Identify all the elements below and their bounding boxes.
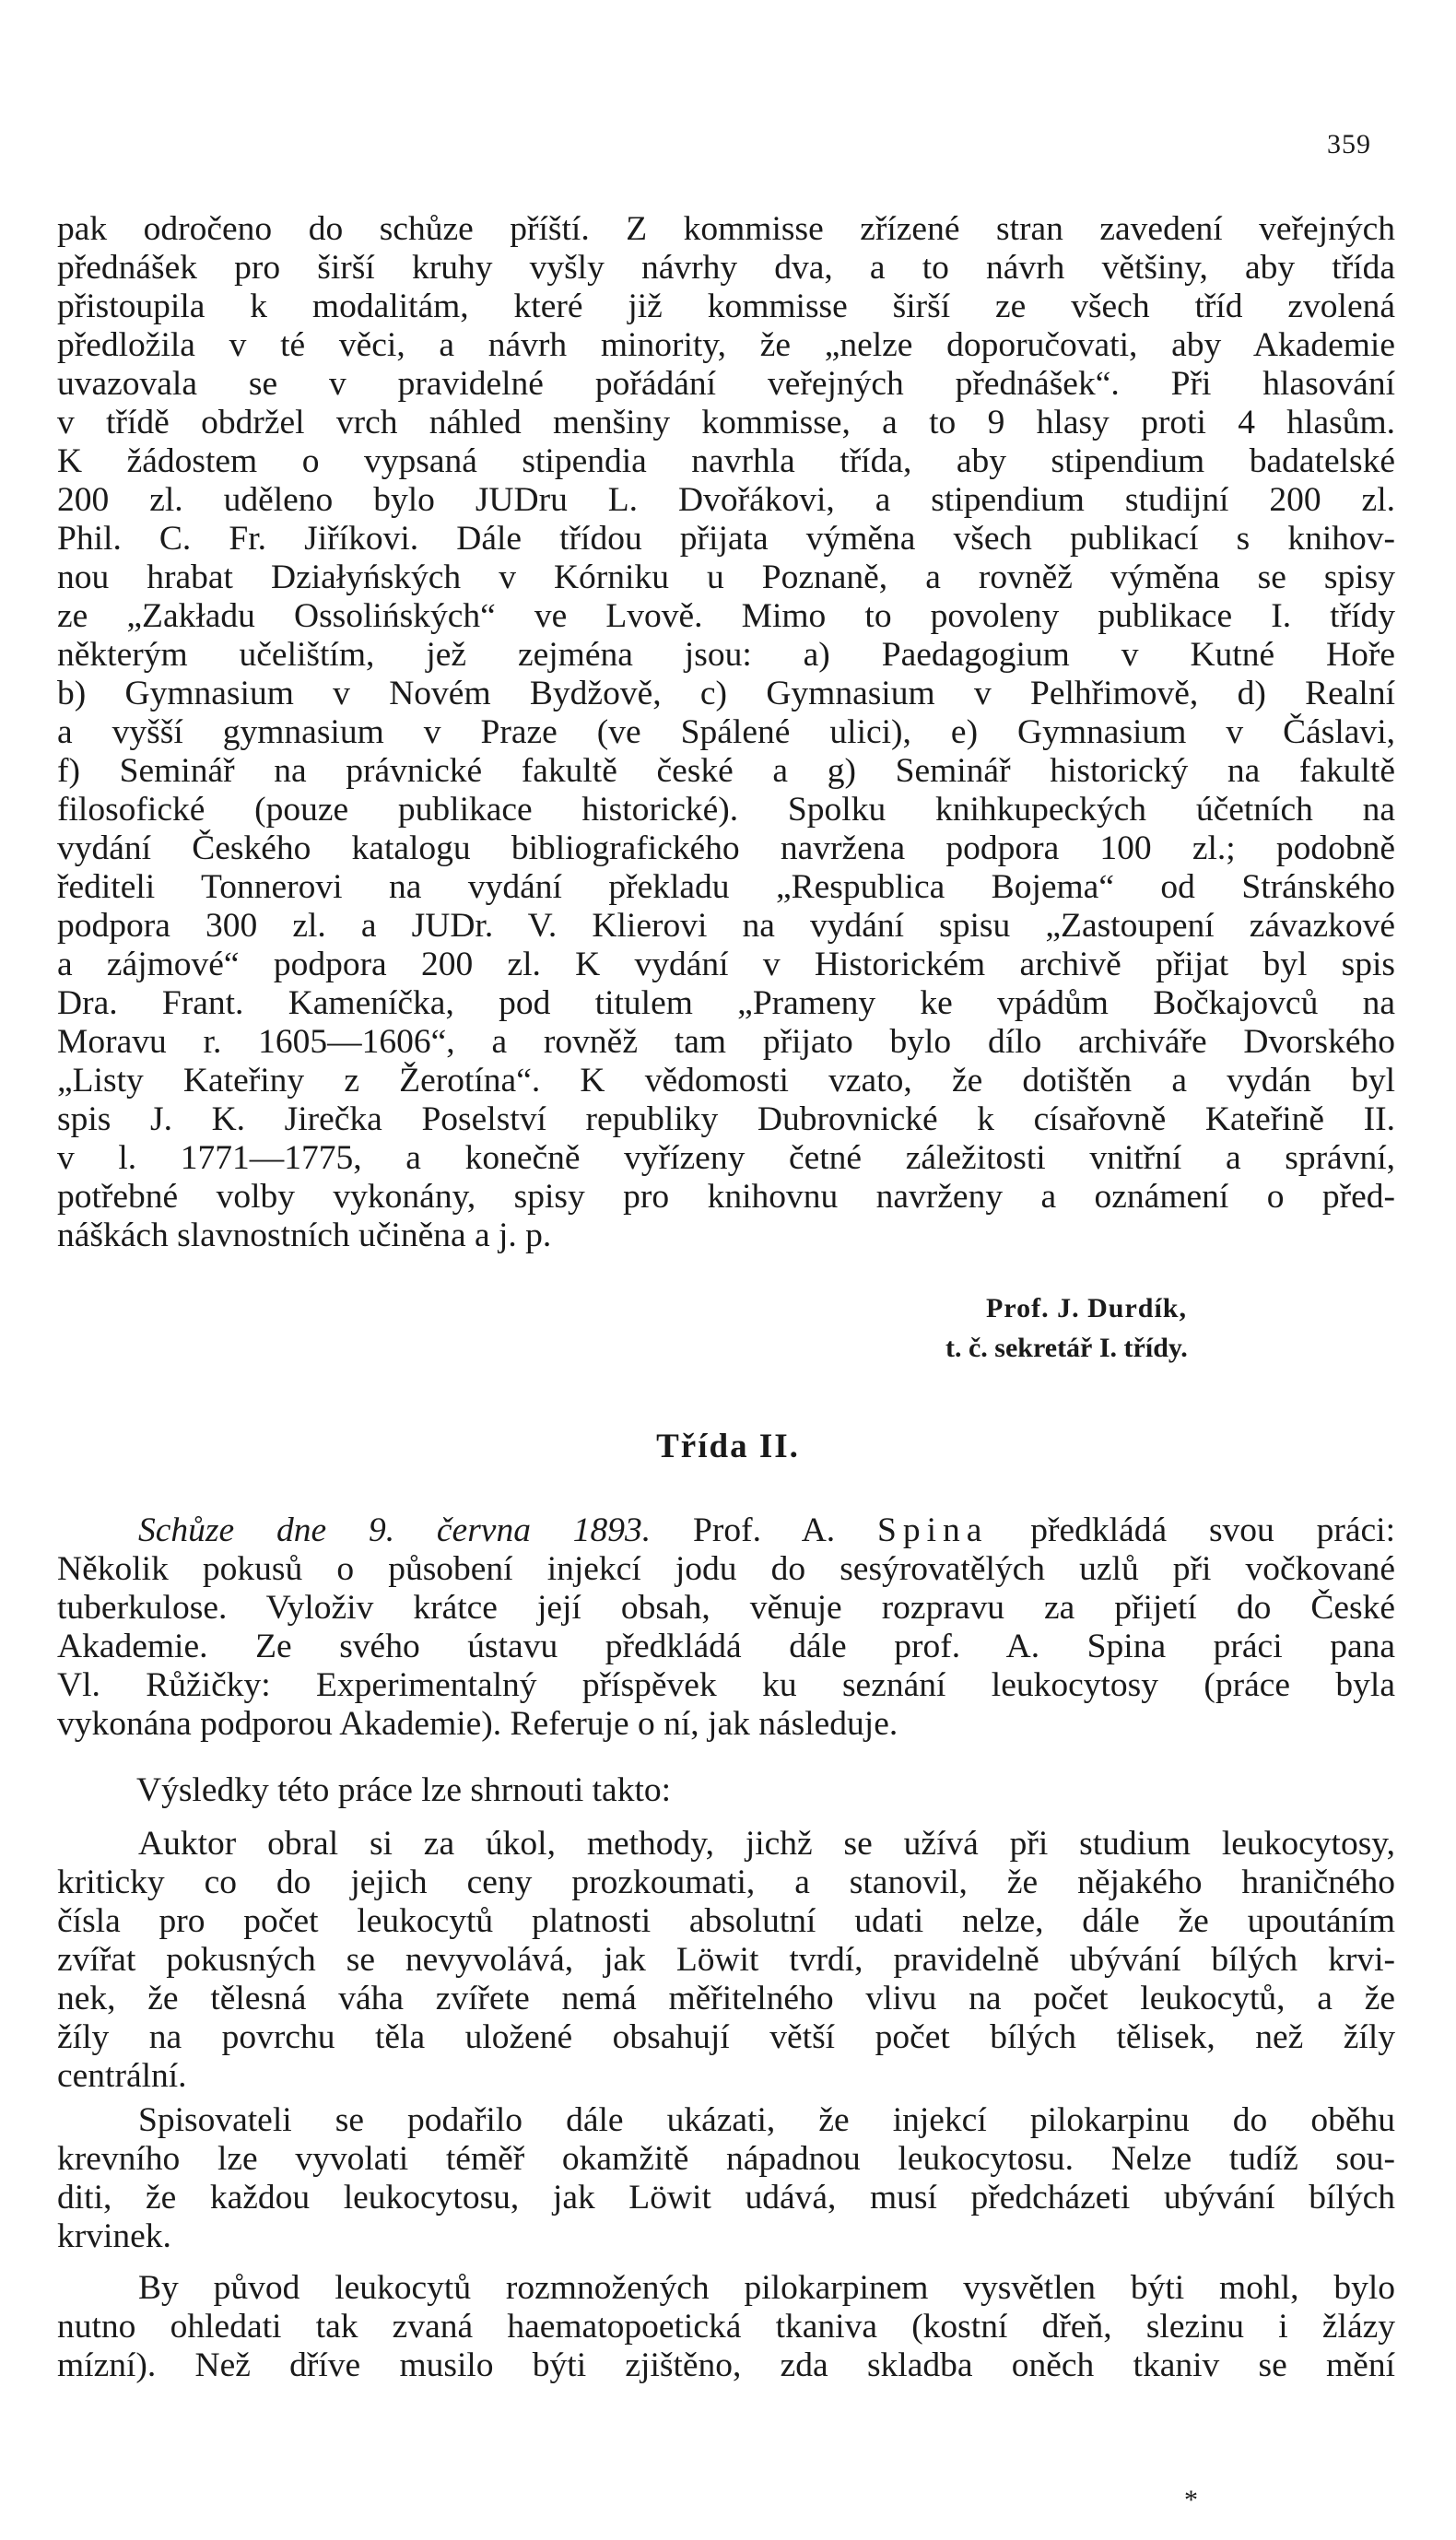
text-line: v l. 1771—1775, a konečně vyřízeny četné záležitosti vnitřní a správní, bbox=[57, 1139, 1395, 1177]
text-line: Phil. C. Fr. Jiříkovi. Dále třídou přijata výměna všech publikací s knihov- bbox=[57, 520, 1395, 558]
text-line: Akademie. Ze svého ústavu předkládá dále prof. A. Spina práci pana bbox=[57, 1628, 1395, 1665]
session-prefix: Prof. A. bbox=[651, 1511, 878, 1549]
text-line: v třídě obdržel vrch náhled menšiny kommisse, a to 9 hlasy proti 4 hlasům. bbox=[57, 404, 1395, 441]
text-line: centrální. bbox=[57, 2057, 187, 2095]
text-line: „Listy Kateřiny z Žerotína“. K vědomosti vzato, že dotištěn a vydán byl bbox=[57, 1062, 1395, 1099]
text-line: spis J. K. Jirečka Poselství republiky Dubrovnické k císařovně Kateřině II. bbox=[57, 1100, 1395, 1138]
text-line: pak odročeno do schůze příští. Z kommisse zřízené stran zavedení veřejných bbox=[57, 210, 1395, 248]
text-line: nou hrabat Działyńských v Kórniku u Poznaně, a rovněž výměna se spisy bbox=[57, 559, 1395, 596]
text-line: vydání Českého katalogu bibliografického navržena podpora 100 zl.; podobně bbox=[57, 829, 1395, 867]
text-line: řediteli Tonnerovi na vydání překladu „Respublica Bojema“ od Stránského bbox=[57, 868, 1395, 906]
text-line: Vl. Růžičky: Experimentalný příspěvek ku seznání leukocytosy (práce byla bbox=[57, 1666, 1395, 1704]
footnote-mark: * bbox=[1184, 2485, 1198, 2515]
text-line: 200 zl. uděleno bylo JUDru L. Dvořákovi, a stipendium studijní 200 zl. bbox=[57, 481, 1395, 519]
text-line: čísla pro počet leukocytů platnosti absolutní udati nelze, dále že upoutáním bbox=[57, 1902, 1395, 1940]
text-line: filosofické (pouze publikace historické). Spolku knihkupeckých účetních na bbox=[57, 791, 1395, 829]
text-line: krvinek. bbox=[57, 2217, 171, 2255]
paragraph-minutes bbox=[57, 210, 1395, 1255]
text-line: K žádostem o vypsaná stipendia navrhla třída, aby stipendium badatelské bbox=[57, 442, 1395, 480]
text-line bbox=[57, 1511, 1395, 1550]
text-line: uvazovala se v pravidelné pořádání veřejných přednášek“. Při hlasování bbox=[57, 365, 1395, 403]
text-line: a zájmové“ podpora 200 zl. K vydání v Historickém archivě přijat byl spis bbox=[57, 946, 1395, 983]
text-line: kriticky co do jejich ceny prozkoumati, a stanovil, že nějakého hraničného bbox=[57, 1864, 1395, 1901]
signature-name: Prof. J. Durdík, bbox=[986, 1293, 1187, 1323]
results-intro: Výsledky této práce lze shrnouti takto: bbox=[136, 1771, 672, 1809]
text-line: přistoupila k modalitám, které již kommisse širší ze všech tříd zvolená bbox=[57, 288, 1395, 325]
paragraph-pilocarpine bbox=[57, 2101, 1395, 2256]
text-line: Dra. Frant. Kameníčka, pod titulem „Prameny ke vpádům Bočkajovců na bbox=[57, 984, 1395, 1022]
page-number: 359 bbox=[1327, 129, 1371, 159]
text-line: předložila v té věci, a návrh minority, že „nelze doporučovati, aby Akademie bbox=[57, 326, 1395, 364]
text-line: By původ leukocytů rozmnožených pilokarpinem vysvětlen býti mohl, bylo bbox=[138, 2269, 1395, 2307]
session-rest: předkládá svou práci: bbox=[988, 1511, 1395, 1549]
text-line: žíly na povrchu těla uložené obsahují větší počet bílých tělisek, než žíly bbox=[57, 2018, 1395, 2056]
text-line: b) Gymnasium v Novém Bydžově, c) Gymnasium v Pelhřimově, d) Realní bbox=[57, 675, 1395, 712]
section-heading: Třída II. bbox=[656, 1428, 800, 1465]
paragraph-results bbox=[57, 1825, 1395, 2096]
text-line: ze „Zakładu Ossolińských“ ve Lvově. Mimo to povoleny publikace I. třídy bbox=[57, 597, 1395, 635]
text-line: Moravu r. 1605—1606“, a rovněž tam přijato bylo dílo archiváře Dvorského bbox=[57, 1023, 1395, 1061]
text-line: zvířat pokusných se nevyvolává, jak Löwit tvrdí, pravidelně ubývání bílých krvi- bbox=[57, 1941, 1395, 1979]
text-line: a vyšší gymnasium v Praze (ve Spálené ulici), e) Gymnasium v Čáslavi, bbox=[57, 713, 1395, 751]
text-line: podpora 300 zl. a JUDr. V. Klierovi na vydání spisu „Zastoupení závazkové bbox=[57, 907, 1395, 945]
text-line: náškách slavnostních učiněna a j. p. bbox=[57, 1217, 552, 1254]
text-line: f) Seminář na právnické fakultě české a g) Seminář historický na fakultě bbox=[57, 752, 1395, 790]
paragraph-origin bbox=[57, 2269, 1395, 2385]
text-line: Několik pokusů o působení injekcí jodu do sesýrovatělých uzlů při vočkované bbox=[57, 1550, 1395, 1588]
text-line: nek, že tělesná váha zvířete nemá měřitelného vlivu na počet leukocytů, a že bbox=[57, 1980, 1395, 2017]
session-date: Schůze dne 9. června 1893. bbox=[138, 1511, 652, 1549]
text-line: krevního lze vyvolati téměř okamžitě nápadnou leukocytosu. Nelze tudíž sou- bbox=[57, 2140, 1395, 2178]
signature-title: t. č. sekretář I. třídy. bbox=[945, 1333, 1188, 1363]
text-line: přednášek pro širší kruhy vyšly návrhy dva, a to návrh většiny, aby třída bbox=[57, 249, 1395, 287]
text-line: tuberkulose. Vyloživ krátce její obsah, věnuje rozpravu za přijetí do České bbox=[57, 1589, 1395, 1627]
text-line: Auktor obral si za úkol, methody, jichž se užívá při studium leukocytosy, bbox=[138, 1825, 1395, 1863]
text-line: nutno ohledati tak zvaná haematopoetická tkaniva (kostní dřeň, slezinu i žlázy bbox=[57, 2308, 1395, 2346]
text-line: Spisovateli se podařilo dále ukázati, že injekcí pilokarpinu do oběhu bbox=[138, 2101, 1395, 2139]
text-line: mízní). Než dříve musilo býti zjištěno, zda skladba oněch tkaniv se mění bbox=[57, 2346, 1395, 2384]
author-name: Spina bbox=[877, 1511, 989, 1549]
paragraph-session bbox=[57, 1511, 1395, 1744]
text-line: potřebné volby vykonány, spisy pro knihovnu navrženy a oznámení o před- bbox=[57, 1178, 1395, 1216]
text-line: některým učelištím, jež zejména jsou: a) Paedagogium v Kutné Hoře bbox=[57, 636, 1395, 674]
text-line: diti, že každou leukocytosu, jak Löwit udává, musí předcházeti ubývání bílých bbox=[57, 2179, 1395, 2217]
text-line: vykonána podporou Akademie). Referuje o ní, jak následuje. bbox=[57, 1705, 898, 1743]
